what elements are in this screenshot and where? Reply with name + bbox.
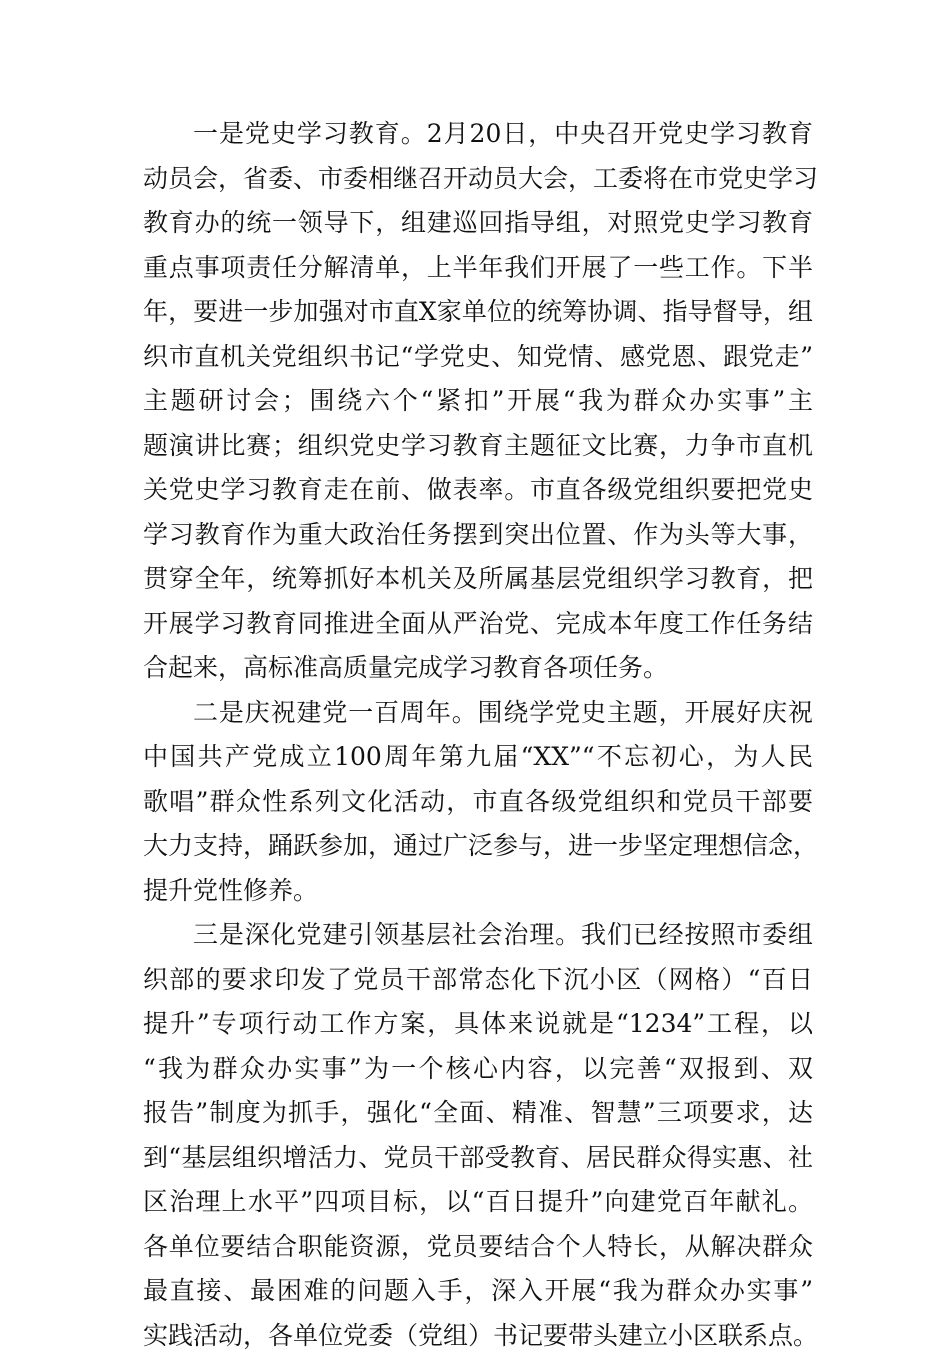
text-line: 教育办的统一领导下，组建巡回指导组，对照党史学习教育 <box>143 201 813 246</box>
text-line: 二是庆祝建党一百周年。围绕学党史主题，开展好庆祝 <box>143 691 813 736</box>
text-line: 合起来，高标准高质量完成学习教育各项任务。 <box>143 646 813 691</box>
text-line: 关党史学习教育走在前、做表率。市直各级党组织要把党史 <box>143 468 813 513</box>
text-line: 题演讲比赛；组织党史学习教育主题征文比赛，力争市直机 <box>143 424 813 469</box>
paragraph-party-history-education <box>143 112 813 691</box>
document-body <box>143 112 813 1358</box>
text-line: 大力支持，踊跃参加，通过广泛参与，进一步坚定理想信念， <box>143 824 813 869</box>
text-line: 中国共产党成立100周年第九届“XX”“不忘初心，为人民 <box>143 735 813 780</box>
text-line: 提升党性修养。 <box>143 869 813 914</box>
text-line: 主题研讨会；围绕六个“紧扣”开展“我为群众办实事”主 <box>143 379 813 424</box>
text-line: 重点事项责任分解清单，上半年我们开展了一些工作。下半 <box>143 246 813 291</box>
text-line: “我为群众办实事”为一个核心内容，以完善“双报到、双 <box>143 1047 813 1092</box>
paragraph-grassroots-governance <box>143 913 813 1358</box>
text-line: 最直接、最困难的问题入手，深入开展“我为群众办实事” <box>143 1269 813 1314</box>
text-line: 动员会，省委、市委相继召开动员大会，工委将在市党史学习 <box>143 157 813 202</box>
text-line: 区治理上水平”四项目标，以“百日提升”向建党百年献礼。 <box>143 1180 813 1225</box>
text-line: 三是深化党建引领基层社会治理。我们已经按照市委组 <box>143 913 813 958</box>
text-line: 实践活动，各单位党委（党组）书记要带头建立小区联系点。 <box>143 1314 813 1358</box>
text-line: 学习教育作为重大政治任务摆到突出位置、作为头等大事， <box>143 513 813 558</box>
text-line: 歌唱”群众性系列文化活动，市直各级党组织和党员干部要 <box>143 780 813 825</box>
text-line: 年，要进一步加强对市直X家单位的统筹协调、指导督导，组 <box>143 290 813 335</box>
text-line: 贯穿全年，统筹抓好本机关及所属基层党组织学习教育，把 <box>143 557 813 602</box>
text-line: 各单位要结合职能资源，党员要结合个人特长，从解决群众 <box>143 1225 813 1270</box>
text-line: 到“基层组织增活力、党员干部受教育、居民群众得实惠、社 <box>143 1136 813 1181</box>
paragraph-party-centenary <box>143 691 813 914</box>
text-line: 报告”制度为抓手，强化“全面、精准、智慧”三项要求，达 <box>143 1091 813 1136</box>
text-line: 一是党史学习教育。2月20日，中央召开党史学习教育 <box>143 112 813 157</box>
text-line: 织部的要求印发了党员干部常态化下沉小区（网格）“百日 <box>143 958 813 1003</box>
text-line: 织市直机关党组织书记“学党史、知党情、感党恩、跟党走” <box>143 335 813 380</box>
text-line: 提升”专项行动工作方案，具体来说就是“1234”工程，以 <box>143 1002 813 1047</box>
text-line: 开展学习教育同推进全面从严治党、完成本年度工作任务结 <box>143 602 813 647</box>
